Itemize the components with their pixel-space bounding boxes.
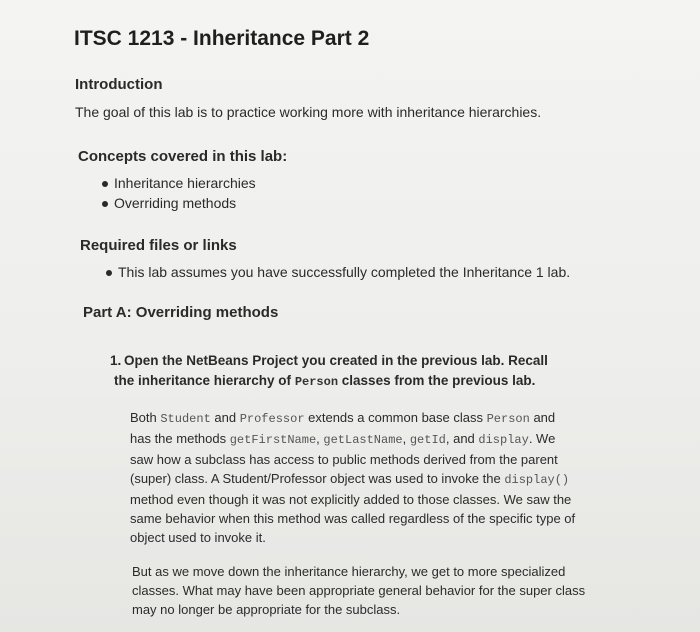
part-a-heading: Part A: Overriding methods xyxy=(83,304,279,321)
text-span: extends a common base class xyxy=(304,410,487,425)
list-item: This lab assumes you have successfully completed the Inheritance 1 lab. xyxy=(104,262,570,282)
introduction-heading: Introduction xyxy=(75,76,163,93)
text-span: , xyxy=(402,431,410,446)
code-getlastname: getLastName xyxy=(323,433,403,447)
required-heading: Required files or links xyxy=(80,237,237,254)
introduction-text: The goal of this lab is to practice working more with inheritance hierarchies. xyxy=(75,104,542,120)
text-span: . We xyxy=(528,431,556,446)
text-span: , and xyxy=(445,431,479,446)
paragraph-line: saw how a subclass has access to public methods derived from the parent xyxy=(130,452,558,467)
text-span: , xyxy=(316,431,324,446)
concepts-list xyxy=(100,173,256,213)
code-getid: getId xyxy=(409,433,446,447)
paragraph-line: may no longer be appropriate for the subclass. xyxy=(132,602,401,617)
code-display-call: display() xyxy=(504,473,570,487)
paragraph-line: method even though it was not explicitly added to those classes. We saw the xyxy=(130,492,572,507)
step-1-line-2-end: classes from the previous lab. xyxy=(338,373,536,388)
code-student: Student xyxy=(160,412,211,426)
step-1-line-2: the inheritance hierarchy of xyxy=(114,373,295,388)
code-display: display xyxy=(478,433,529,447)
text-span: has the methods xyxy=(130,431,230,446)
step-1 xyxy=(110,351,548,392)
code-getfirstname: getFirstName xyxy=(229,433,317,447)
paragraph-line: object used to invoke it. xyxy=(130,530,266,545)
code-person: Person xyxy=(294,375,339,389)
text-span: and xyxy=(210,410,240,425)
step-number: 1. xyxy=(110,353,122,368)
paragraph-line: same behavior when this method was called regardless of the specific type of xyxy=(130,511,576,526)
paragraph-1 xyxy=(130,408,630,547)
list-item: Inheritance hierarchies xyxy=(100,173,256,193)
text-span: and xyxy=(529,410,556,425)
required-list xyxy=(104,262,570,282)
list-item: Overriding methods xyxy=(100,193,256,213)
page-title: ITSC 1213 - Inheritance Part 2 xyxy=(74,27,370,50)
text-span: (super) class. A Student/Professor object was used to invoke the xyxy=(130,471,505,486)
text-span: Both xyxy=(130,410,161,425)
step-1-line-1: Open the NetBeans Project you created in the previous lab. Recall xyxy=(124,353,548,368)
code-person: Person xyxy=(486,412,530,426)
paragraph-line: But as we move down the inheritance hierarchy, we get to more specialized xyxy=(132,564,566,579)
paragraph-line: classes. What may have been appropriate general behavior for the super class xyxy=(132,583,586,598)
code-professor: Professor xyxy=(239,412,305,426)
paragraph-2 xyxy=(132,562,632,619)
concepts-heading: Concepts covered in this lab: xyxy=(78,148,288,165)
